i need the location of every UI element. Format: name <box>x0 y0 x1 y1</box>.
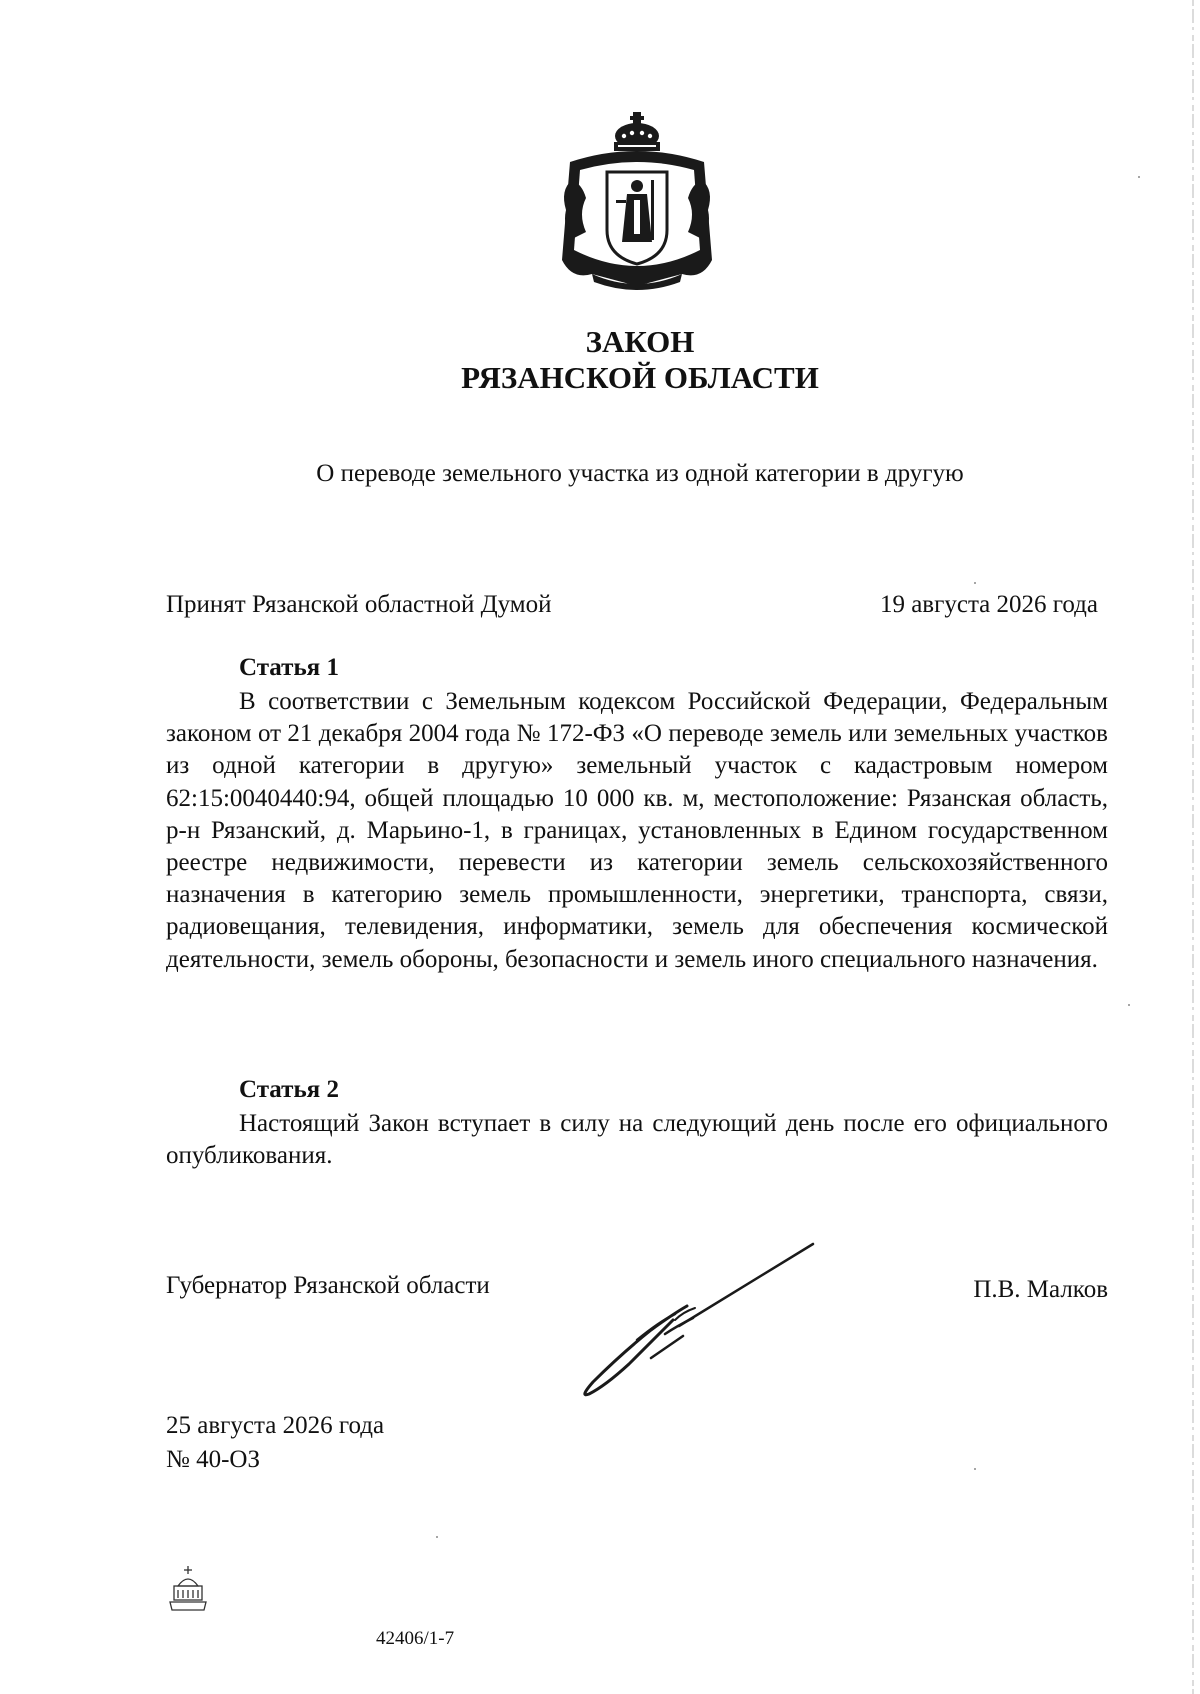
handwritten-signature-icon <box>555 1222 895 1402</box>
article-2-text: Настоящий Закон вступает в силу на следующий день после его официального опубликования. <box>166 1110 1108 1170</box>
print-code: 42406/1-7 <box>376 1628 455 1649</box>
scan-speck <box>436 1536 438 1538</box>
adopted-date: 19 августа 2026 года <box>879 591 1098 618</box>
scan-speck <box>974 1468 976 1470</box>
article-1-heading: Статья 1 <box>239 654 339 681</box>
scan-speck <box>974 582 976 584</box>
signer-name: П.В. Малков <box>973 1276 1108 1303</box>
scan-speck <box>1128 1004 1130 1006</box>
signer-title: Губернатор Рязанской области <box>166 1272 490 1299</box>
law-signing-date: 25 августа 2026 года <box>166 1412 385 1439</box>
document-title-line-1: ЗАКОН <box>585 324 695 359</box>
adopted-by-label: Принят Рязанской областной Думой <box>166 591 552 618</box>
printing-house-mark-icon <box>168 1564 208 1616</box>
scan-speck <box>1138 176 1140 178</box>
article-2-heading: Статья 2 <box>239 1076 339 1103</box>
article-1-text: В соответствии с Земельным кодексом Российской Федерации, Федеральным законом от 21 декабря 2004 года № 172-ФЗ «О переводе земель или земельных участков из одной категории в другую» земельный участок с кадастровым номером 62:15:0040440:94, общей площадью 10 000 кв. м, местоположение: Рязанская область, р-н Рязанский, д. Марьино-1, в границах, установленных в Едином государственном реестре недвижимости, перевести из категории земель сельскохозяйственного назначения в категорию земель промышленности, энергетики, транспорта, связи, радиовещания, телевидения, информатики, земель для обеспечения космической деятельности, земель обороны, безопасности и земель иного специального назначения. <box>166 688 1108 973</box>
scan-edge-line <box>1192 0 1194 1694</box>
document-title-line-2: РЯЗАНСКОЙ ОБЛАСТИ <box>461 360 819 395</box>
law-number: № 40-ОЗ <box>166 1446 261 1473</box>
law-subject: О переводе земельного участка из одной категории в другую <box>316 460 964 487</box>
coat-of-arms-icon <box>552 110 722 295</box>
